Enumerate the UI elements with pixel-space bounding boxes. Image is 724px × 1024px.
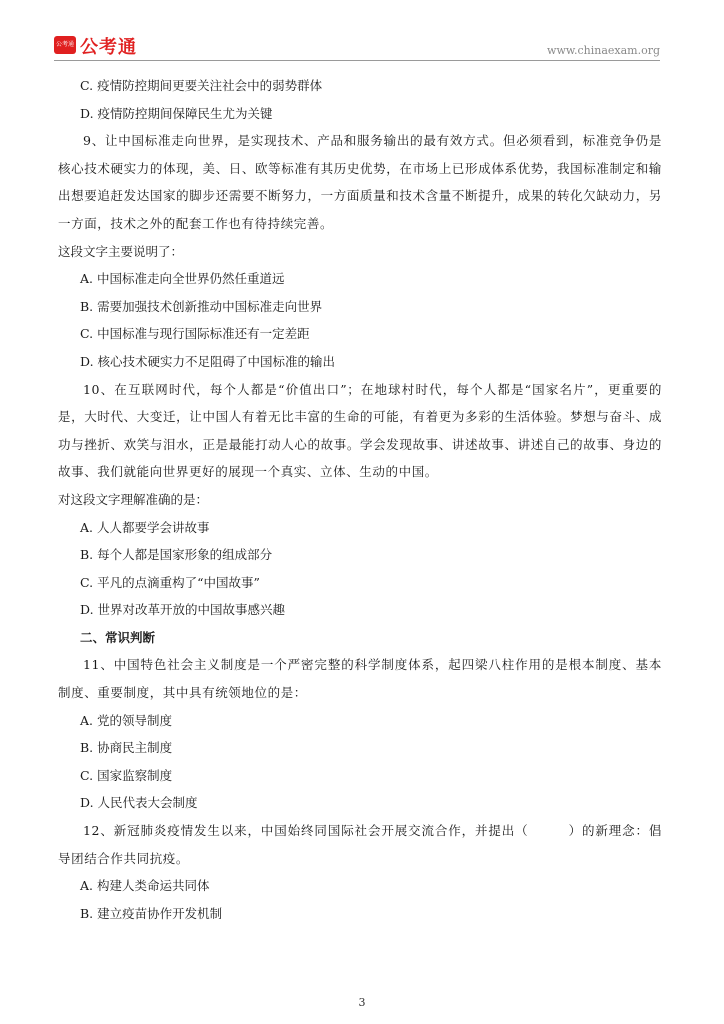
question-paragraph: 10、在互联网时代，每个人都是“价值出口”；在地球村时代，每个人都是“国家名片”，更重要的是，大时代、大变迁，让中国人有着无比丰富的生命的可能，有着更为多彩的生活体验。梦想与奋斗、成功与挫折、欢笑与泪水，正是最能打动人心的故事。学会发现故事、讲述故事、讲述自己的故事、身边的故事、我们就能向世界更好的展现一个真实、立体、生动的中国。 xyxy=(58,381,662,480)
answer-option: A. 党的领导制度 xyxy=(80,712,172,728)
logo-icon: 公考通 xyxy=(54,36,76,54)
answer-option: A. 人人都要学会讲故事 xyxy=(80,519,210,535)
site-url: www.chinaexam.org xyxy=(547,44,660,57)
question-prompt: 这段文字主要说明了： xyxy=(58,243,184,259)
answer-option: C. 疫情防控期间更要关注社会中的弱势群体 xyxy=(80,78,323,93)
answer-option: A. 构建人类命运共同体 xyxy=(80,878,210,894)
page-number: 3 xyxy=(358,996,366,1009)
answer-option: B. 需要加强技术创新推动中国标准走向世界 xyxy=(80,298,323,314)
question-paragraph: 11、中国特色社会主义制度是一个严密完整的科学制度体系，起四梁八柱作用的是根本制度、基本制度、重要制度，其中具有统领地位的是： xyxy=(58,657,662,701)
question-prompt: 对这段文字理解准确的是： xyxy=(58,491,209,507)
answer-option: D. 疫情防控期间保障民生尤为关键 xyxy=(80,105,273,121)
answer-option: B. 建立疫苗协作开发机制 xyxy=(80,905,223,921)
answer-option: D. 人民代表大会制度 xyxy=(80,795,198,811)
document-body xyxy=(58,72,662,927)
section-heading: 二、常识判断 xyxy=(80,629,156,645)
question-paragraph: 9、让中国标准走向世界，是实现技术、产品和服务输出的最有效方式。但必须看到，标准竞争仍是核心技术硬实力的体现，美、日、欧等标准有其历史优势，在市场上已形成体系优势，我国标准制定和输出想要追赶发达国家的脚步还需要不断努力，一方面质量和技术含量不断提升，成果的转化欠缺动力，另一方面，技术之外的配套工作也有待持续完善。 xyxy=(58,133,662,231)
page-header xyxy=(0,0,724,62)
answer-option: B. 协商民主制度 xyxy=(80,740,173,756)
answer-option: B. 每个人都是国家形象的组成部分 xyxy=(80,547,273,563)
answer-option: C. 国家监察制度 xyxy=(80,767,173,783)
answer-option: C. 中国标准与现行国际标准还有一定差距 xyxy=(80,326,310,342)
header-divider xyxy=(54,60,660,61)
answer-option: D. 世界对改革开放的中国故事感兴趣 xyxy=(80,602,286,618)
logo-text: 公考通 xyxy=(80,37,137,58)
answer-option: C. 平凡的点滴重构了“中国故事” xyxy=(80,574,260,590)
question-paragraph: 12、新冠肺炎疫情发生以来，中国始终同国际社会开展交流合作，并提出（ ）的新理念：倡导团结合作共同抗疫。 xyxy=(58,823,662,866)
answer-option: D. 核心技术硬实力不足阻碍了中国标准的输出 xyxy=(80,353,336,369)
answer-option: A. 中国标准走向全世界仍然任重道远 xyxy=(80,271,285,287)
